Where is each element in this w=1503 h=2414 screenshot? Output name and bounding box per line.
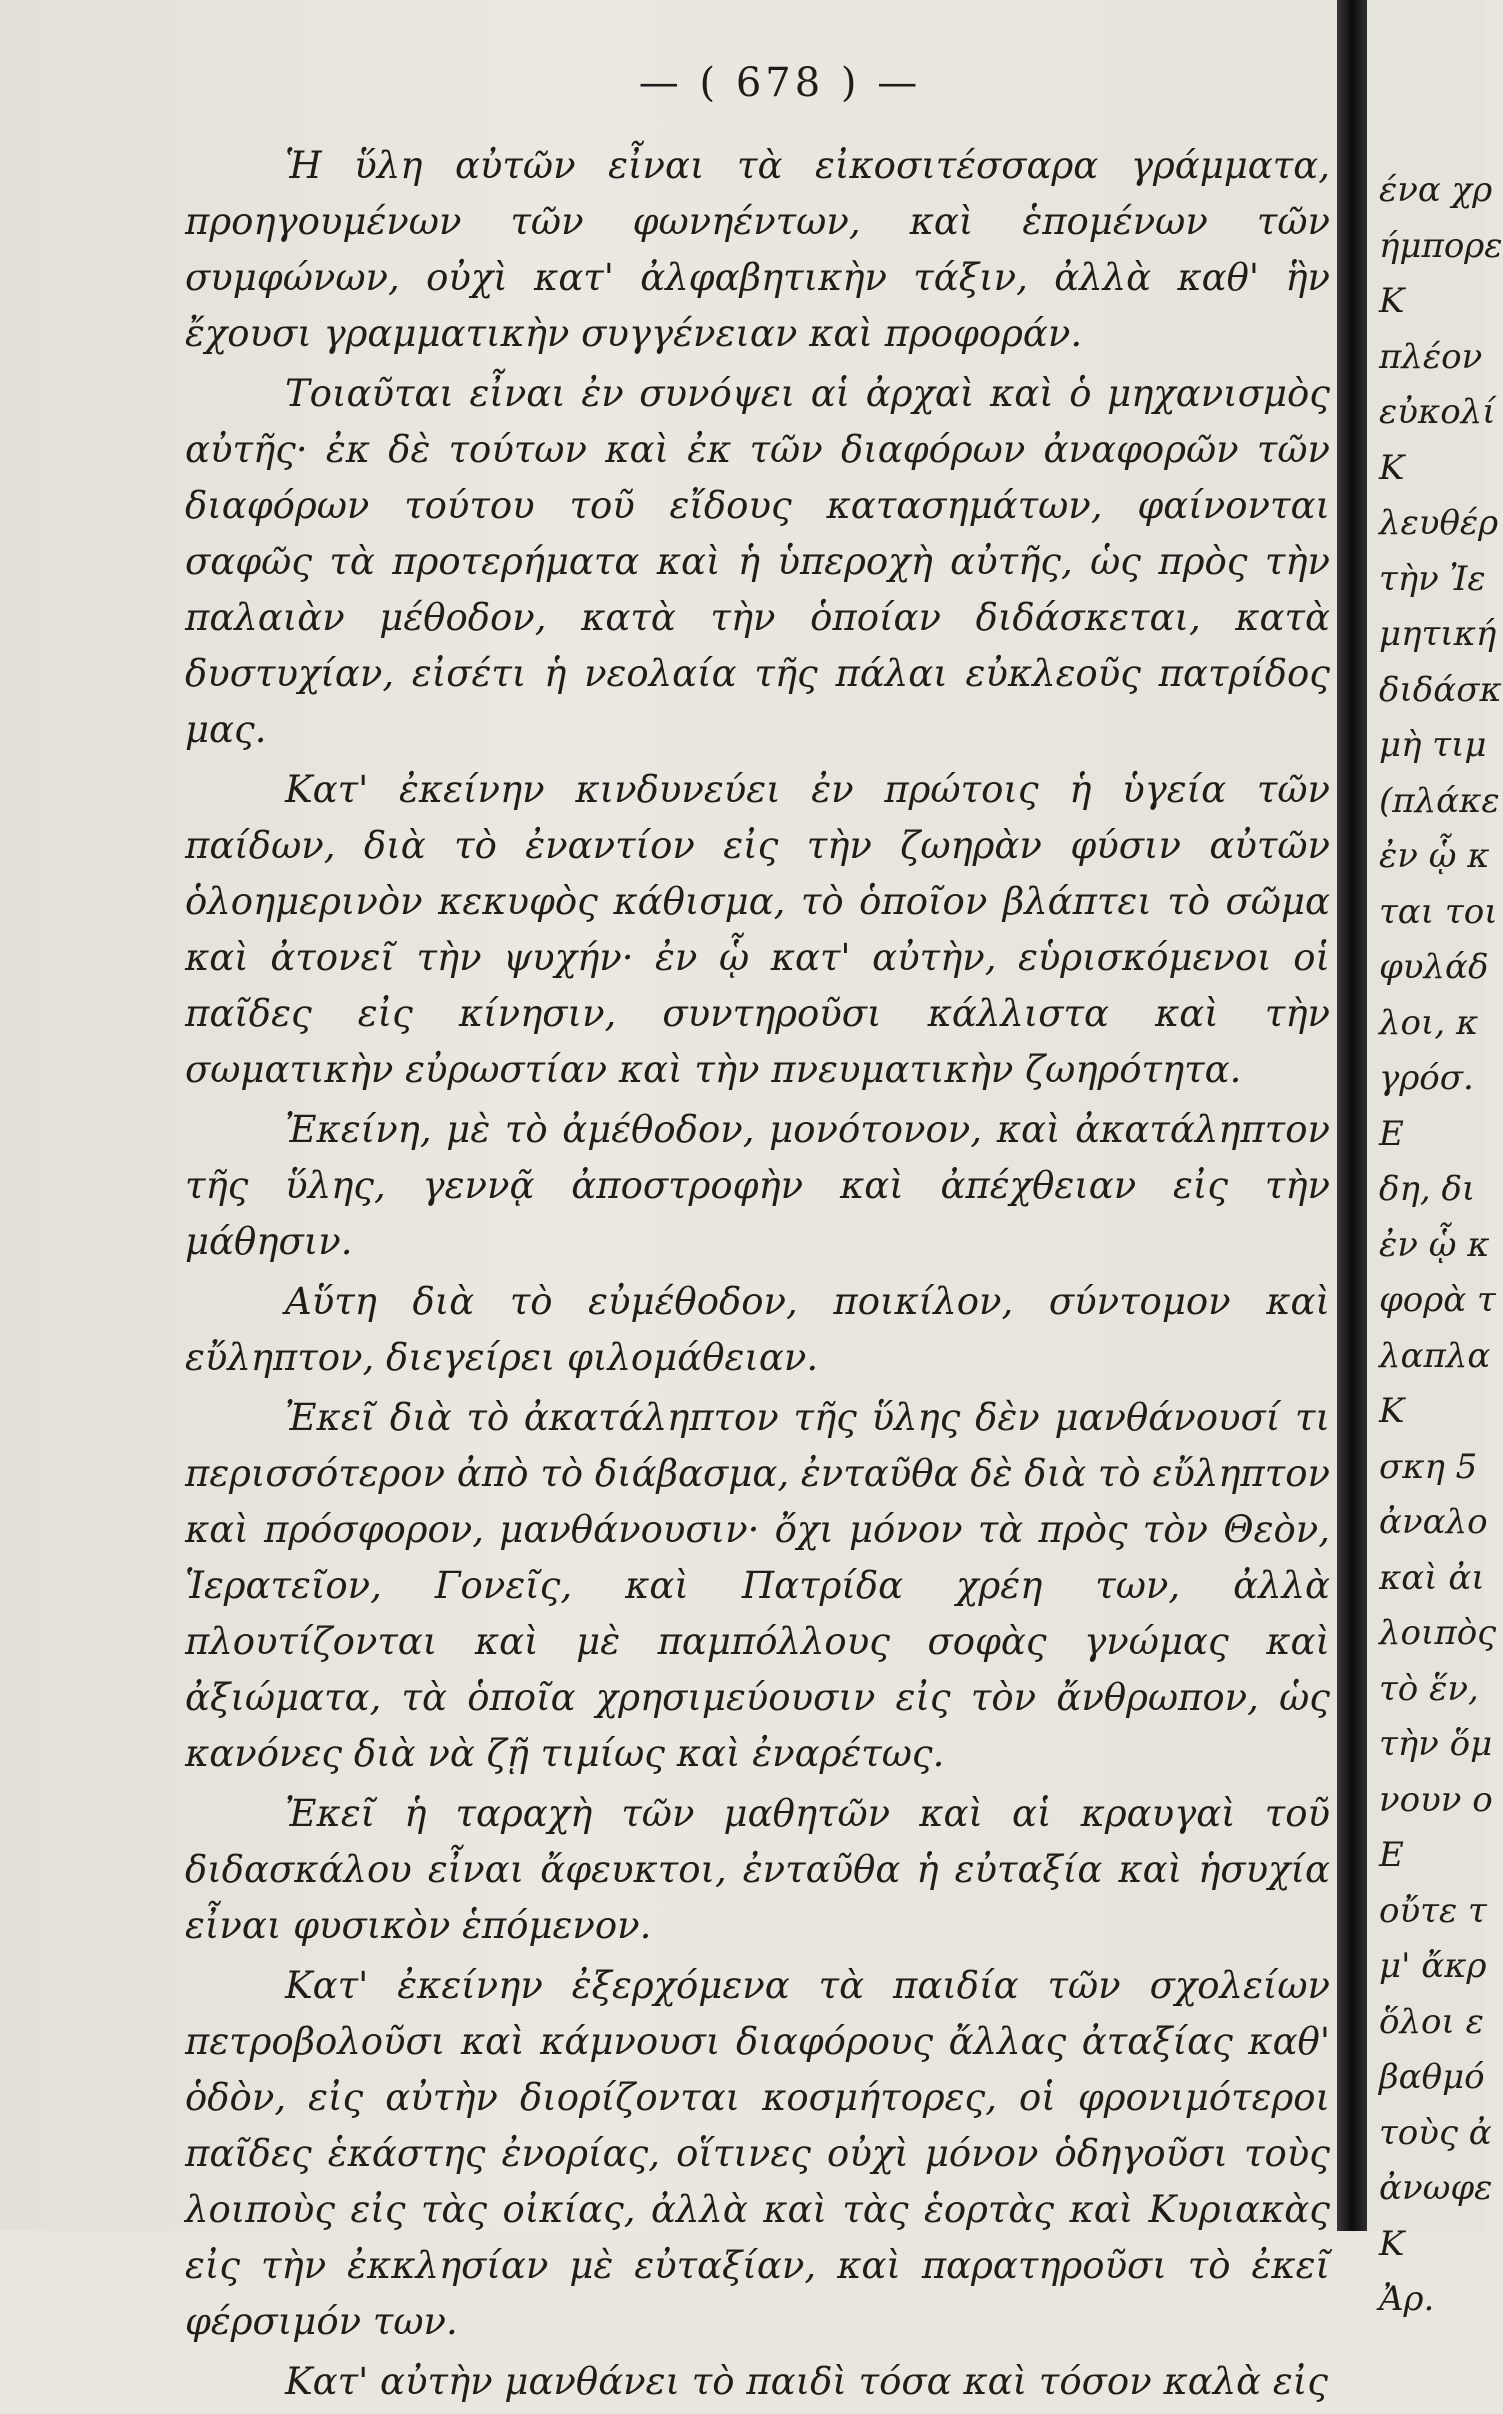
paragraph: Κατ' αὐτὴν μανθάνει τὸ παιδὶ τόσα καὶ τόσον καλὰ εἰς bbox=[285, 2360, 1328, 2403]
adjacent-page-line: ὅλοι ε bbox=[1379, 2001, 1484, 2042]
adjacent-page-line: ται τοι bbox=[1379, 891, 1498, 932]
adjacent-page-line: δη, δι bbox=[1379, 1169, 1476, 1209]
paragraph: Ἐκείνη, μὲ τὸ ἀμέθοδον, μονότονον, καὶ ἀκατάληπτον τῆς ὕλης, γεννᾷ ἀποστροφὴν καὶ ἀπέχθειαν εἰς τὴν μάθησιν. bbox=[185, 1108, 1330, 1263]
adjacent-page-line: (πλάκε bbox=[1379, 780, 1500, 821]
adjacent-page-line: λαπλα bbox=[1379, 1335, 1491, 1376]
paragraph: Ἡ ὕλη αὐτῶν εἶναι τὰ εἰκοσιτέσσαρα γράμματα, προηγουμένων τῶν φωνηέντων, καὶ ἑπομένων τῶν συμφώνων, οὐχὶ κατ' ἀλφαβητικὴν τάξιν, ἀλλὰ καθ' ἣν ἔχουσι γραμματικὴν συγγένειαν καὶ προφοράν. bbox=[185, 144, 1330, 355]
adjacent-page-line: πλέον bbox=[1379, 336, 1483, 377]
paragraph: Αὕτη διὰ τὸ εὐμέθοδον, ποικίλον, σύντομον καὶ εὔληπτον, διεγείρει φιλομάθειαν. bbox=[185, 1280, 1330, 1379]
adjacent-page-line: λοιπὸς bbox=[1379, 1613, 1497, 1653]
paragraph: Κατ' ἐκείνην κινδυνεύει ἐν πρώτοις ἡ ὑγεία τῶν παίδων, διὰ τὸ ἐναντίον εἰς τὴν ζωηρὰν φύσιν αὐτῶν ὁλοημερινὸν κεκυφὸς κάθισμα, τὸ ὁποῖον βλάπτει τὸ σῶμα καὶ ἀτονεῖ τὴν ψυχήν· ἐν ᾧ κατ' αὐτὴν, εὑρισκόμενοι οἱ παῖδες εἰς κίνησιν, συντηροῦσι κάλλιστα καὶ τὴν σωματικὴν εὐρωστίαν καὶ τὴν πνευματικὴν ζωηρότητα. bbox=[185, 768, 1330, 1091]
adjacent-page-line: φορὰ τ bbox=[1379, 1280, 1496, 1320]
adjacent-page-line: μὴ τιμ bbox=[1379, 725, 1487, 765]
adjacent-page-line: Ἀρ. bbox=[1379, 2279, 1435, 2319]
adjacent-page-line: οὔτε τ bbox=[1379, 1890, 1487, 1931]
adjacent-page-line: σκη 5 bbox=[1379, 1446, 1478, 1487]
adjacent-page-line: Ε bbox=[1379, 1113, 1404, 1154]
adjacent-page-edge bbox=[1367, 0, 1503, 2319]
adjacent-page-line: βαθμό bbox=[1379, 2057, 1485, 2097]
adjacent-page-line: γρόσ. bbox=[1379, 1058, 1474, 1098]
adjacent-page-line: μητική bbox=[1379, 614, 1497, 654]
adjacent-page-line: ἀνωφε bbox=[1379, 2168, 1493, 2208]
paragraph: Τοιαῦται εἶναι ἐν συνόψει αἱ ἀρχαὶ καὶ ὁ μηχανισμὸς αὐτῆς· ἐκ δὲ τούτων καὶ ἐκ τῶν διαφόρων ἀναφορῶν τῶν διαφόρων τούτου τοῦ εἴδους κατασημάτων, φαίνονται σαφῶς τὰ προτερήματα καὶ ἡ ὑπεροχὴ αὐτῆς, ὡς πρὸς τὴν παλαιὰν μέθοδον, κατὰ τὴν ὁποίαν διδάσκεται, κατὰ δυστυχίαν, εἰσέτι ἡ νεολαία τῆς πάλαι εὐκλεοῦς πατρίδος μας. bbox=[185, 372, 1330, 751]
adjacent-page-line: ἐν ᾧ κ bbox=[1379, 836, 1490, 876]
adjacent-page-line: καὶ ἀι bbox=[1379, 1557, 1485, 1598]
paragraph: Ἐκεῖ ἡ ταραχὴ τῶν μαθητῶν καὶ αἱ κραυγαὶ τοῦ διδασκάλου εἶναι ἄφευκτοι, ἐνταῦθα ἡ εὐταξία καὶ ἡσυχία εἶναι φυσικὸν ἑπόμενον. bbox=[185, 1792, 1330, 1947]
adjacent-page-line: ένα χρ bbox=[1379, 170, 1493, 210]
adjacent-page-line: τὴν Ἰε bbox=[1379, 558, 1486, 599]
adjacent-page-line: ήμπορε bbox=[1379, 225, 1503, 266]
adjacent-page-line: τὸ ἕν, bbox=[1379, 1668, 1479, 1709]
adjacent-page-line: τοὺς ἀ bbox=[1379, 2112, 1492, 2153]
adjacent-page-line: Κ bbox=[1379, 281, 1405, 321]
page-number: — ( 678 ) — bbox=[638, 60, 922, 106]
adjacent-page-line: λοι, κ bbox=[1379, 1002, 1479, 1043]
adjacent-page-line: Κ bbox=[1379, 447, 1405, 488]
adjacent-page-line: φυλάδ bbox=[1379, 947, 1489, 987]
paragraph: Ἐκεῖ διὰ τὸ ἀκατάληπτον τῆς ὕλης δὲν μανθάνουσί τι περισσότερον ἀπὸ τὸ διάβασμα, ἐνταῦθα δὲ διὰ τὸ εὔληπτον καὶ πρόσφορον, μανθάνουσιν· ὄχι μόνον τὰ πρὸς τὸν Θεὸν, Ἱερατεῖον, Γονεῖς, καὶ Πατρίδα χρέη των, ἀλλὰ πλουτίζονται καὶ μὲ παμπόλλους σοφὰς γνώμας καὶ ἀξιώματα, τὰ ὁποῖα χρησιμεύουσιν εἰς τὸν ἄνθρωπον, ὡς κανόνες διὰ νὰ ζῇ τιμίως καὶ ἐναρέτως. bbox=[185, 1396, 1330, 1775]
book-gutter bbox=[1337, 0, 1367, 2231]
adjacent-page-line: Ε bbox=[1379, 1835, 1404, 1875]
adjacent-page-line: διδάσκ bbox=[1379, 669, 1502, 710]
adjacent-page-line: μ' ἄκρ bbox=[1379, 1946, 1487, 1986]
adjacent-page-line: ἐν ᾧ κ bbox=[1379, 1224, 1490, 1265]
body-text bbox=[185, 138, 1330, 2414]
adjacent-page-line: τὴν ὅμ bbox=[1379, 1724, 1493, 1764]
adjacent-page-line: ἀναλο bbox=[1379, 1502, 1488, 1542]
adjacent-page-line: νουν ο bbox=[1379, 1779, 1493, 1820]
adjacent-page-line: Κ bbox=[1379, 1391, 1405, 1431]
adjacent-page-line: Κ bbox=[1379, 2223, 1405, 2264]
adjacent-page-line: εὐκολί bbox=[1379, 392, 1496, 432]
adjacent-page-line: λευθέρ bbox=[1379, 503, 1499, 543]
paragraph: Κατ' ἐκείνην ἐξερχόμενα τὰ παιδία τῶν σχολείων πετροβολοῦσι καὶ κάμνουσι διαφόρους ἄλλας ἀταξίας καθ' ὁδὸν, εἰς αὐτὴν διορίζονται κοσμήτορες, οἱ φρονιμότεροι παῖδες ἑκάστης ἐνορίας, οἵτινες οὐχὶ μόνον ὁδηγοῦσι τοὺς λοιποὺς εἰς τὰς οἰκίας, ἀλλὰ καὶ τὰς ἑορτὰς καὶ Κυριακὰς εἰς τὴν ἐκκλησίαν μὲ εὐταξίαν, καὶ παρατηροῦσι τὸ ἐκεῖ φέρσιμόν των. bbox=[185, 1964, 1330, 2343]
